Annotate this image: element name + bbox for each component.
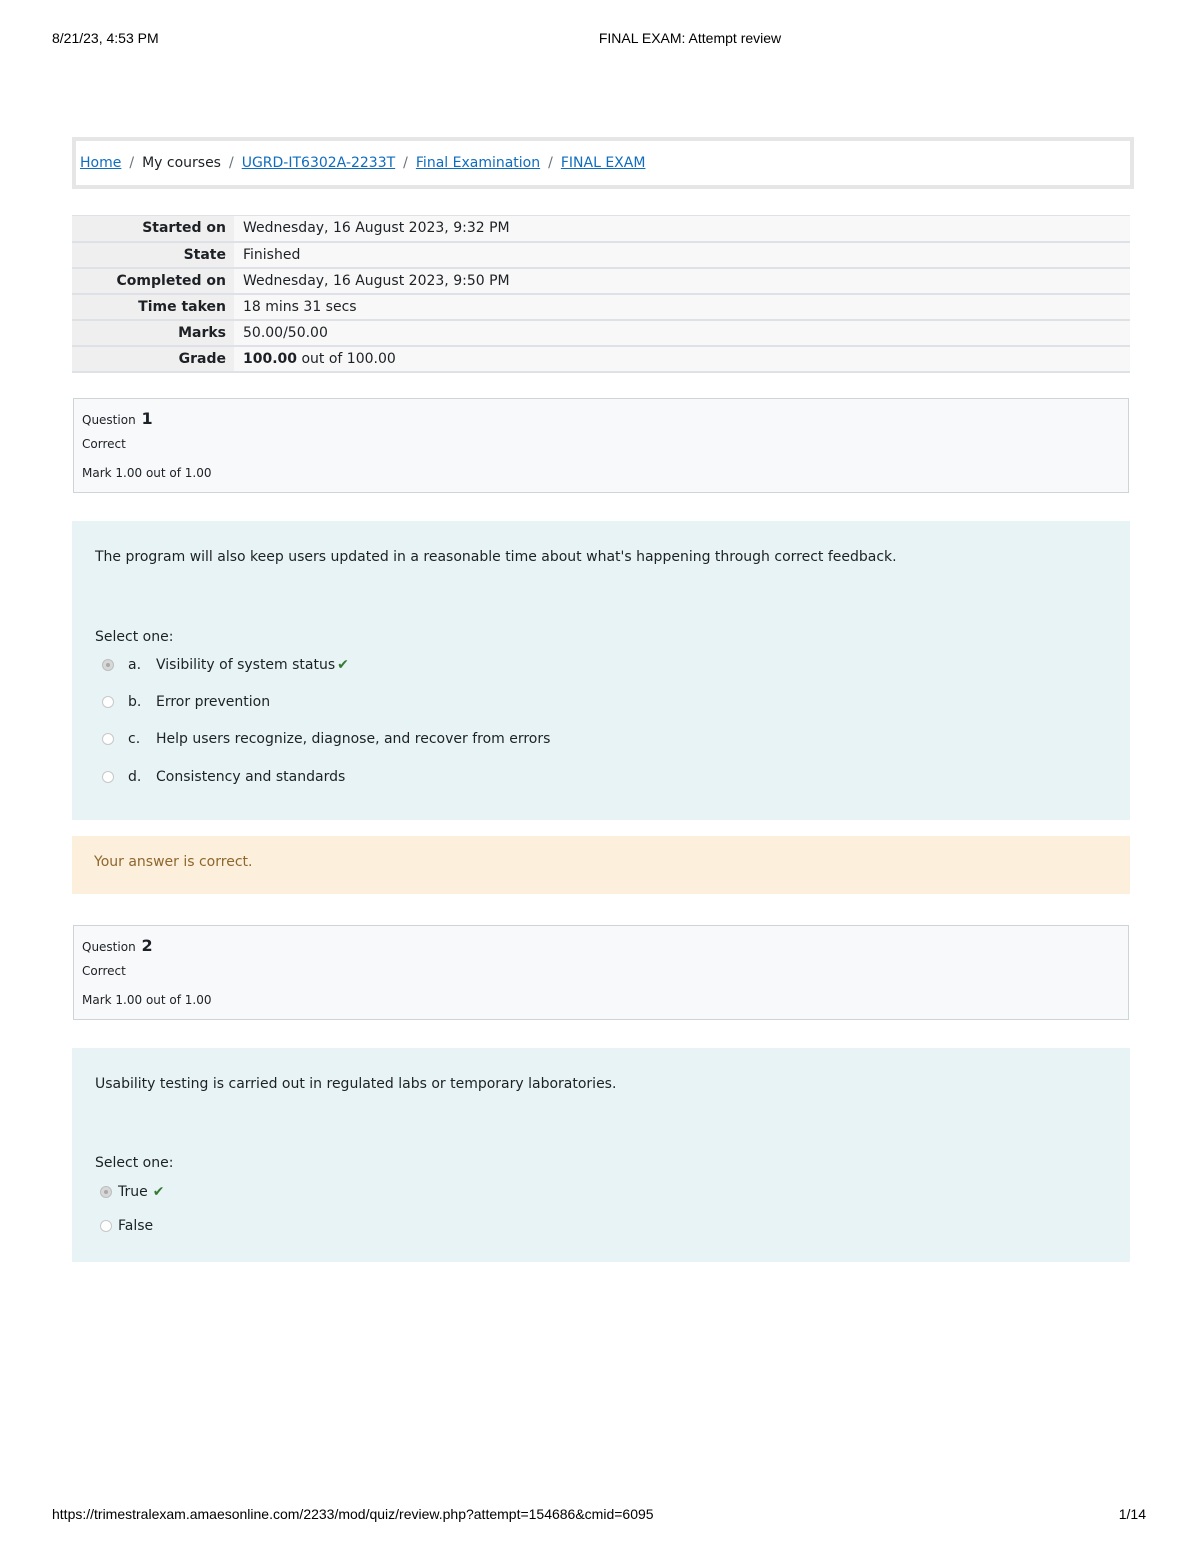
feedback-text: Your answer is correct.: [94, 854, 253, 870]
summary-label: Time taken: [72, 294, 234, 320]
option-text: False: [118, 1218, 154, 1234]
summary-value: 18 mins 31 secs: [234, 294, 1130, 320]
question-2-info: [73, 925, 1129, 1020]
answer-option-a[interactable]: [102, 657, 349, 673]
question-grade: Mark 1.00 out of 1.00: [82, 993, 212, 1007]
select-prompt: Select one:: [95, 629, 174, 645]
answer-option-c[interactable]: [102, 731, 550, 747]
summary-label: Started on: [72, 216, 234, 242]
summary-value: [234, 346, 1130, 372]
question-label: Question: [82, 940, 136, 954]
print-url: https://trimestralexam.amaesonline.com/2233/mod/quiz/review.php?attempt=154686&cmid=6095: [52, 1506, 654, 1522]
breadcrumb-quiz-link[interactable]: FINAL EXAM: [560, 155, 646, 171]
print-date: 8/21/23, 4:53 PM: [52, 30, 159, 46]
option-text: Help users recognize, diagnose, and recover from errors: [156, 731, 551, 747]
question-state: Correct: [82, 437, 126, 451]
option-text: Error prevention: [156, 694, 271, 710]
option-letter: c.: [128, 731, 141, 747]
answer-option-d[interactable]: [102, 769, 345, 785]
question-text: Usability testing is carried out in regulated labs or temporary laboratories.: [95, 1076, 617, 1092]
question-text: The program will also keep users updated in a reasonable time about what's happening through correct feedback.: [95, 549, 897, 565]
summary-label: Grade: [72, 346, 234, 372]
question-number-value: 2: [141, 936, 153, 955]
radio-button[interactable]: [100, 1220, 112, 1232]
question-label: Question: [82, 413, 136, 427]
summary-value: 50.00/50.00: [234, 320, 1130, 346]
summary-row-state: [72, 242, 1130, 268]
summary-value: Finished: [234, 242, 1130, 268]
breadcrumb-separator: /: [129, 155, 135, 171]
question-number-value: 1: [141, 409, 153, 428]
breadcrumb-section-link[interactable]: Final Examination: [415, 155, 541, 171]
question-state: Correct: [82, 964, 126, 978]
option-text: Consistency and standards: [156, 769, 346, 785]
breadcrumb-separator: /: [403, 155, 408, 171]
radio-button-checked[interactable]: [102, 659, 114, 671]
grade-suffix: out of 100.00: [301, 350, 396, 367]
print-page-number: 1/14: [1118, 1506, 1146, 1522]
option-letter: d.: [128, 769, 142, 785]
summary-row-started: [72, 216, 1130, 242]
summary-label: Completed on: [72, 268, 234, 294]
option-text: True: [118, 1184, 148, 1200]
radio-button[interactable]: [102, 696, 114, 708]
summary-value: Wednesday, 16 August 2023, 9:50 PM: [234, 268, 1130, 294]
option-letter: b.: [128, 694, 142, 710]
breadcrumb-course-link[interactable]: UGRD-IT6302A-2233T: [241, 155, 396, 171]
question-1-info: [73, 398, 1129, 493]
summary-row-completed: [72, 268, 1130, 294]
answer-option-b[interactable]: [102, 694, 270, 710]
breadcrumb-home-link[interactable]: Home: [80, 155, 122, 171]
question-2-formulation: [72, 1048, 1130, 1262]
summary-label: Marks: [72, 320, 234, 346]
summary-row-marks: [72, 320, 1130, 346]
answer-option-true[interactable]: [100, 1184, 164, 1200]
select-prompt: Select one:: [95, 1155, 174, 1171]
attempt-summary-table: [72, 215, 1130, 373]
question-number: [82, 409, 153, 428]
option-letter: a.: [128, 657, 142, 673]
summary-row-time-taken: [72, 294, 1130, 320]
radio-button-checked[interactable]: [100, 1186, 112, 1198]
question-grade: Mark 1.00 out of 1.00: [82, 466, 212, 480]
option-text: Visibility of system status: [156, 657, 336, 673]
correct-check-icon: ✔: [337, 657, 349, 673]
radio-button[interactable]: [102, 771, 114, 783]
summary-row-grade: [72, 346, 1130, 372]
summary-value: Wednesday, 16 August 2023, 9:32 PM: [234, 216, 1130, 242]
print-title: FINAL EXAM: Attempt review: [598, 30, 782, 46]
correct-check-icon: ✔: [152, 1184, 165, 1200]
answer-option-false[interactable]: [100, 1218, 153, 1234]
breadcrumb-separator: /: [228, 155, 234, 171]
breadcrumb-my-courses: My courses: [142, 155, 221, 171]
summary-label: State: [72, 242, 234, 268]
breadcrumb-separator: /: [548, 155, 553, 171]
breadcrumb: [72, 137, 1134, 189]
question-1-feedback: [72, 836, 1130, 894]
radio-button[interactable]: [102, 733, 114, 745]
question-number: [82, 936, 153, 955]
grade-score: 100.00: [243, 350, 298, 367]
question-1-formulation: [72, 521, 1130, 820]
